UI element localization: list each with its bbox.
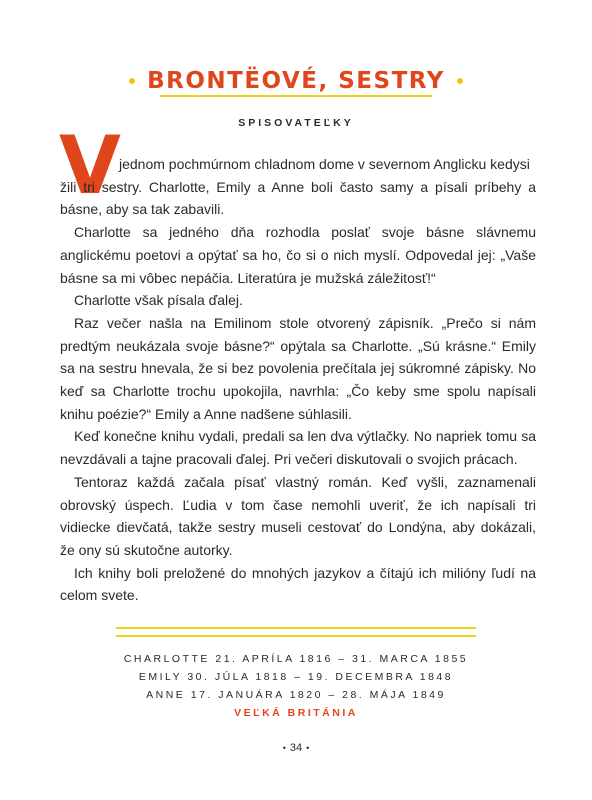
footer-rule-top <box>116 627 476 629</box>
title-right-dot <box>457 78 463 84</box>
drop-cap: V <box>59 119 121 212</box>
page-subtitle: SPISOVATEĽKY <box>238 117 354 129</box>
page-number-left-dot: • <box>282 743 286 753</box>
story-paragraph-4: Raz večer našla na Emilinom stole otvorený zápisník. „Prečo si nám predtým neukázala svoje básne?“ opýtala sa Charlotte. „Sú krásne.“ Emily sa na sestru hnevala, že si bez povolenia prečítala jej súkromné zápisky. No keď sa Charlotte trochu upokojila, navrhla: „Čo keby sme spolu napísali knihu poézie?“ Emily a Anne nadšene súhlasili. <box>60 314 536 422</box>
title-row <box>0 68 592 94</box>
story-paragraph-3: Charlotte však písala ďalej. <box>74 292 243 309</box>
page-number: 34 <box>289 742 303 754</box>
story-paragraph-1 <box>60 153 536 221</box>
page-number-block <box>0 742 592 754</box>
title-block <box>0 68 592 94</box>
title-left-dot <box>129 78 135 84</box>
date-line-emily: EMILY 30. JÚLA 1818 – 19. DECEMBRA 1848 <box>138 671 454 683</box>
story-first-line: jednom pochmúrnom chladnom dome v severnom Anglicku kedysi <box>119 156 530 172</box>
country-label: VEĽKÁ BRITÁNIA <box>234 707 358 719</box>
story-body <box>60 153 536 607</box>
dates-block <box>0 650 592 722</box>
title-underline <box>160 95 432 97</box>
date-line-anne: ANNE 17. JANUÁRA 1820 – 28. MÁJA 1849 <box>146 689 446 701</box>
page-number-right-dot: • <box>306 743 310 753</box>
story-paragraph-2: Charlotte sa jedného dňa rozhodla poslať svoje básne slávnemu anglickému poetovi a opýtať sa ho, čo si o nich myslí. Odpovedal jej: „Vaše básne sa mi vôbec nepáčia. Literatúra je mužská záležitosť!“ <box>60 224 536 286</box>
story-paragraph-7: Ich knihy boli preložené do mnohých jazykov a čítajú ich milióny ľudí na celom svete. <box>60 564 536 604</box>
date-line-charlotte: CHARLOTTE 21. APRÍLA 1816 – 31. MARCA 1855 <box>123 653 469 665</box>
story-paragraph-5: Keď konečne knihu vydali, predali sa len dva výtlačky. No napriek tomu sa nevzdávali a tajne pracovali ďalej. Pri večeri diskutovali o svojich prácach. <box>60 428 536 468</box>
story-first-rest: žili tri sestry. Charlotte, Emily a Anne boli často samy a písali príbehy a básne, aby sa tak zabavili. <box>60 178 536 218</box>
story-paragraph-6: Tentoraz každá začala písať vlastný román. Keď vyšli, zaznamenali obrovský úspech. Ľudia v tom čase nemohli uveriť, že ich napísali tri vidiecke dievčatá, takže sestry museli cestovať do Londýna, aby dokázali, že ony sú skutočne autorky. <box>60 473 536 558</box>
page-title: BRONTËOVÉ, SESTRY <box>147 68 445 94</box>
footer-rule-bottom <box>116 635 476 637</box>
